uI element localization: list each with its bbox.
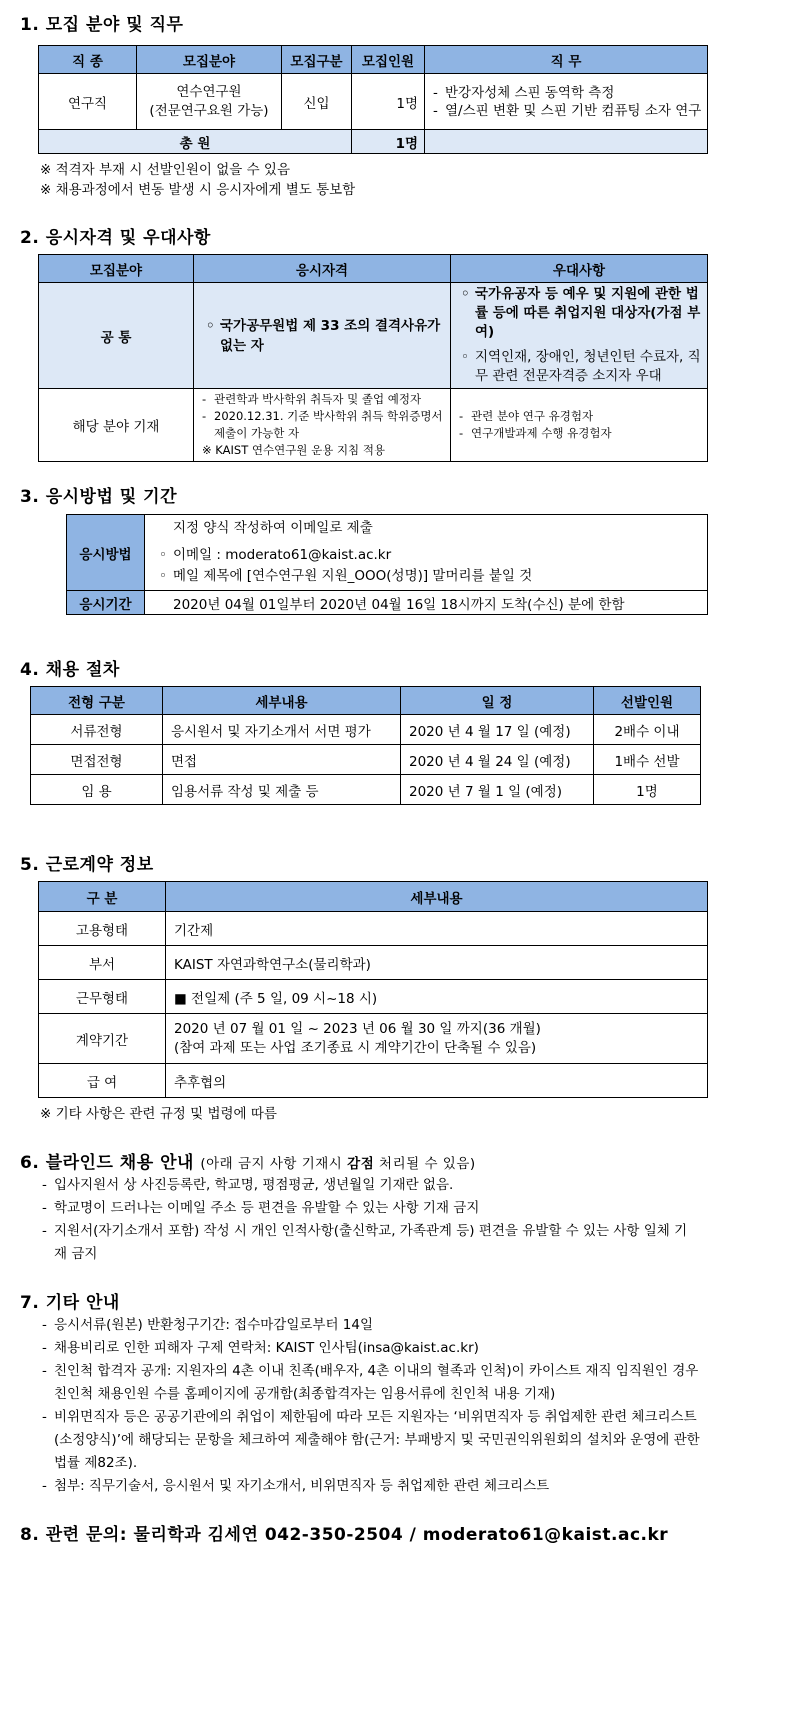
header-detail: 세부내용 (166, 882, 708, 912)
method-email: ◦ 이메일 : moderato61@kaist.ac.kr (153, 545, 699, 566)
date-cell: 2020 년 4 월 17 일 (예정) (401, 715, 594, 745)
list-item: - 학교명이 드러나는 이메일 주소 등 편견을 유발할 수 있는 사항 기재 금지 (38, 1197, 698, 1220)
count-cell: 1배수 선발 (594, 745, 701, 775)
contract-label: 부서 (39, 946, 166, 980)
preference-item: ◦ 국가유공자 등 예우 및 지원에 관한 법률 등에 따른 취업지원 대상자(가점 부여) (455, 285, 703, 342)
date-cell: 2020 년 4 월 24 일 (예정) (401, 745, 594, 775)
period-label: 응시기간 (67, 591, 145, 615)
note-line: ※ 적격자 부재 시 선발인원이 없을 수 있음 (40, 162, 291, 178)
header-job-type: 직 종 (39, 46, 137, 74)
contract-period-note: (참여 과제 또는 사업 조기종료 시 계약기간이 단축될 수 있음) (174, 1039, 537, 1056)
preference-item: - 연구개발과제 수행 유경험자 (455, 425, 703, 442)
section-4-title: 4. 채용 절차 (20, 660, 120, 680)
preference-item: - 관련 분야 연구 유경험자 (455, 408, 703, 425)
contract-label: 근무형태 (39, 980, 166, 1014)
section-6-subtitle (200, 1156, 475, 1172)
section-5-title: 5. 근로계약 정보 (20, 855, 154, 875)
field-cell (137, 74, 282, 130)
list-item: - 첨부: 직무기술서, 응시원서 및 자기소개서, 비위면직자 등 취업제한 관련 체크리스트 (38, 1475, 703, 1498)
count-cell: 1명 (594, 775, 701, 805)
header-qualification: 응시자격 (194, 255, 451, 283)
header-date: 일 정 (401, 687, 594, 715)
header-field: 모집분야 (137, 46, 282, 74)
application-table (66, 514, 708, 615)
stage-cell: 서류전형 (31, 715, 163, 745)
list-item: - 입사지원서 상 사진등록란, 학교명, 평점평균, 생년월일 기재란 없음. (38, 1174, 698, 1197)
section-6-title-text: 6. 블라인드 채용 안내 (20, 1153, 194, 1173)
section-6-title (20, 1148, 476, 1173)
header-count: 선발인원 (594, 687, 701, 715)
total-count: 1명 (352, 130, 425, 154)
header-count: 모집인원 (352, 46, 425, 74)
list-item: - 친인척 합격자 공개: 지원자의 4촌 이내 친족(배우자, 4촌 이내의 혈족과 인척)이 카이스트 재직 임직원인 경우 친인척 채용인원 수를 홈페이지에 공개함(최종합격자는 임용서류에 친인척 내용 기재) (38, 1360, 703, 1406)
section-5-note: ※ 기타 사항은 관련 규정 및 법령에 따름 (40, 1106, 277, 1122)
stage-cell: 면접전형 (31, 745, 163, 775)
duty-item: - 열/스핀 변환 및 스핀 기반 컴퓨팅 소자 연구 (429, 102, 703, 120)
date-cell: 2020 년 7 월 1 일 (예정) (401, 775, 594, 805)
subtitle-post: 처리될 수 있음) (374, 1156, 476, 1172)
field-line2: (전문연구요원 가능) (149, 102, 269, 119)
preference-item: ◦ 지역인재, 장애인, 청년인턴 수료자, 직무 관련 전문자격증 소지자 우대 (455, 348, 703, 386)
period-value: 2020년 04월 01일부터 2020년 04월 16일 18시까지 도착(수신) 분에 한함 (145, 591, 708, 615)
qualification-item: - 관련학과 박사학위 취득자 및 졸업 예정자 (198, 391, 446, 408)
common-qualification (194, 283, 451, 389)
header-category: 구 분 (39, 882, 166, 912)
list-item: - 지원서(자기소개서 포함) 작성 시 개인 인적사항(출신학교, 가족관계 등) 편견을 유발할 수 있는 사항 일체 기재 금지 (38, 1220, 698, 1266)
list-item: - 채용비리로 인한 피해자 구제 연락처: KAIST 인사팀(insa@kaist.ac.kr) (38, 1337, 703, 1360)
count-cell: 1명 (352, 74, 425, 130)
note-line: ※ 채용과정에서 변동 발생 시 응시자에게 별도 통보함 (40, 182, 356, 198)
job-type-cell: 연구직 (39, 74, 137, 130)
section-3-title: 3. 응시방법 및 기간 (20, 487, 177, 507)
list-item: - 응시서류(원본) 반환청구기간: 접수마감일로부터 14일 (38, 1314, 703, 1337)
contract-value: 추후협의 (166, 1064, 708, 1098)
method-subject: ◦ 메일 제목에 [연수연구원 지원_OOO(성명)] 말머리를 붙일 것 (153, 566, 699, 587)
section-1-notes (40, 160, 355, 200)
contract-table (38, 881, 708, 1098)
contract-label: 급 여 (39, 1064, 166, 1098)
header-preference: 우대사항 (451, 255, 708, 283)
process-table (30, 686, 701, 805)
method-line: 지정 양식 작성하여 이메일로 제출 (173, 520, 373, 536)
detail-cell: 임용서류 작성 및 제출 등 (163, 775, 401, 805)
contract-period: 2020 년 07 월 01 일 ~ 2023 년 06 월 30 일 까지(36 개월) (174, 1020, 541, 1037)
contract-value (166, 1014, 708, 1064)
qualification-item: ◦ 국가공무원법 제 33 조의 결격사유가 없는 자 (200, 316, 442, 356)
contract-label: 계약기간 (39, 1014, 166, 1064)
common-preference (451, 283, 708, 389)
detail-cell: 응시원서 및 자기소개서 서면 평가 (163, 715, 401, 745)
section-7-list (38, 1314, 703, 1498)
section-2-title: 2. 응시자격 및 우대사항 (20, 228, 211, 248)
field-label: 해당 분야 기재 (39, 389, 194, 462)
method-cell (145, 515, 708, 591)
count-cell: 2배수 이내 (594, 715, 701, 745)
field-preference (451, 389, 708, 462)
qualification-item: - 2020.12.31. 기준 박사학위 취득 학위증명서 제출이 가능한 자 (198, 408, 446, 442)
common-label: 공 통 (39, 283, 194, 389)
section-6-list (38, 1174, 698, 1266)
duty-cell (425, 74, 708, 130)
contract-value: KAIST 자연과학연구소(물리학과) (166, 946, 708, 980)
method-label: 응시방법 (67, 515, 145, 591)
subtitle-pre: (아래 금지 사항 기재시 (200, 1156, 348, 1172)
section-8-contact: 8. 관련 문의: 물리학과 김세연 042-350-2504 / moderato61@kaist.ac.kr (20, 1525, 669, 1545)
duty-item: - 반강자성체 스핀 동역학 측정 (429, 84, 703, 102)
header-kind: 모집구분 (282, 46, 352, 74)
kind-cell: 신입 (282, 74, 352, 130)
total-empty (425, 130, 708, 154)
detail-cell: 면접 (163, 745, 401, 775)
qualification-note: ※ KAIST 연수연구원 운용 지침 적용 (202, 443, 386, 457)
field-line1: 연수연구원 (176, 83, 242, 100)
header-field: 모집분야 (39, 255, 194, 283)
header-stage: 전형 구분 (31, 687, 163, 715)
qualification-table (38, 254, 708, 462)
field-qualification (194, 389, 451, 462)
header-duty: 직 무 (425, 46, 708, 74)
recruit-table (38, 45, 708, 154)
contract-value: ■ 전일제 (주 5 일, 09 시~18 시) (166, 980, 708, 1014)
section-1-title: 1. 모집 분야 및 직무 (20, 15, 184, 35)
total-label: 총 원 (39, 130, 352, 154)
header-detail: 세부내용 (163, 687, 401, 715)
contract-label: 고용형태 (39, 912, 166, 946)
section-7-title: 7. 기타 안내 (20, 1293, 120, 1313)
list-item: - 비위면직자 등은 공공기관에의 취업이 제한됨에 따라 모든 지원자는 ‘비위면직자 등 취업제한 관련 체크리스트(소정양식)’에 해당되는 문항을 체크하여 제출해야 함(근거: 부패방지 및 국민권익위원회의 설치와 운영에 관한 법률 제82조). (38, 1406, 703, 1475)
stage-cell: 임 용 (31, 775, 163, 805)
contract-value: 기간제 (166, 912, 708, 946)
subtitle-bold: 감점 (347, 1156, 375, 1172)
